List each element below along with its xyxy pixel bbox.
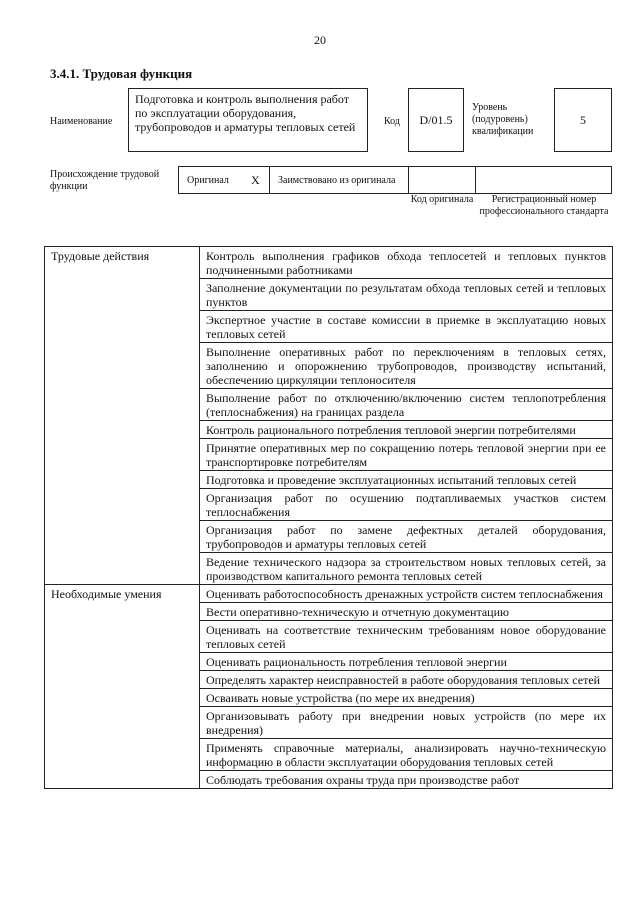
skill-item: Вести оперативно-техническую и отчетную документацию bbox=[200, 603, 613, 621]
skill-item: Оценивать на соответствие техническим требованиям новое оборудование тепловых сетей bbox=[200, 621, 613, 653]
table-row bbox=[45, 247, 613, 279]
original-cell bbox=[178, 166, 270, 194]
origin-code-cell bbox=[408, 166, 476, 194]
skill-item: Соблюдать требования охраны труда при производстве работ bbox=[200, 771, 613, 789]
table-row bbox=[45, 585, 613, 603]
code-value: D/01.5 bbox=[419, 113, 453, 127]
function-table bbox=[44, 246, 613, 789]
labor-action-item: Выполнение оперативных работ по переключениям в тепловых сетях, заполнению и опорожнению трубопроводов, производству испытаний, обеспечению циркуляции теплоносителя bbox=[200, 343, 613, 389]
function-name-cell bbox=[128, 88, 368, 152]
code-cell bbox=[408, 88, 464, 152]
borrowed-label: Заимствовано из оригинала bbox=[278, 175, 396, 186]
original-label: Оригинал bbox=[187, 175, 229, 186]
labor-action-item: Контроль рационального потребления тепловой энергии потребителями bbox=[200, 421, 613, 439]
labor-action-item: Контроль выполнения графиков обхода теплосетей и тепловых пунктов подчиненными работниками bbox=[200, 247, 613, 279]
skill-item: Организовывать работу при внедрении новых устройств (по мере их внедрения) bbox=[200, 707, 613, 739]
skill-item: Осваивать новые устройства (по мере их внедрения) bbox=[200, 689, 613, 707]
skill-item: Оценивать работоспособность дренажных устройств систем теплоснабжения bbox=[200, 585, 613, 603]
original-mark: X bbox=[251, 173, 260, 187]
function-name: Подготовка и контроль выполнения работ по эксплуатации оборудования, трубопроводов и арматуры тепловых сетей bbox=[135, 92, 356, 134]
section-title: 3.4.1. Трудовая функция bbox=[50, 66, 193, 81]
level-cell bbox=[554, 88, 612, 152]
labor-action-item: Выполнение работ по отключению/включению систем теплопотребления (теплоснабжения) на границах раздела bbox=[200, 389, 613, 421]
page-number: 20 bbox=[314, 33, 326, 47]
labor-action-item: Ведение технического надзора за строительством новых тепловых сетей, за производством капитального ремонта тепловых сетей bbox=[200, 553, 613, 585]
labor-action-item: Принятие оперативных мер по сокращению потерь тепловой энергии при ее транспортировке потребителям bbox=[200, 439, 613, 471]
reg-caption: Регистрационный номер профессионального стандарта bbox=[479, 194, 609, 217]
labor-action-item: Организация работ по замене дефектных деталей оборудования, трубопроводов и арматуры тепловых сетей bbox=[200, 521, 613, 553]
labor-action-item: Заполнение документации по результатам обхода тепловых сетей и тепловых пунктов bbox=[200, 279, 613, 311]
labor-actions-label: Трудовые действия bbox=[45, 247, 200, 585]
name-label: Наименование bbox=[50, 116, 113, 127]
skills-label: Необходимые умения bbox=[45, 585, 200, 789]
skill-item: Оценивать рациональность потребления тепловой энергии bbox=[200, 653, 613, 671]
reg-number-cell bbox=[475, 166, 612, 194]
borrowed-cell bbox=[269, 166, 409, 194]
labor-action-item: Экспертное участие в составе комиссии в приемке в эксплуатацию новых тепловых сетей bbox=[200, 311, 613, 343]
level-value: 5 bbox=[580, 113, 586, 127]
code-label: Код bbox=[384, 116, 400, 127]
skill-item: Определять характер неисправностей в работе оборудования тепловых сетей bbox=[200, 671, 613, 689]
labor-action-item: Подготовка и проведение эксплуатационных испытаний тепловых сетей bbox=[200, 471, 613, 489]
skill-item: Применять справочные материалы, анализировать научно-техническую информацию в области эксплуатации оборудования тепловых сетей bbox=[200, 739, 613, 771]
level-label: Уровень (подуровень) квалификации bbox=[472, 102, 534, 137]
origin-label: Происхождение трудовой функции bbox=[50, 169, 160, 192]
labor-action-item: Организация работ по осушению подтапливаемых участков систем теплоснабжения bbox=[200, 489, 613, 521]
code-caption: Код оригинала bbox=[410, 194, 474, 205]
